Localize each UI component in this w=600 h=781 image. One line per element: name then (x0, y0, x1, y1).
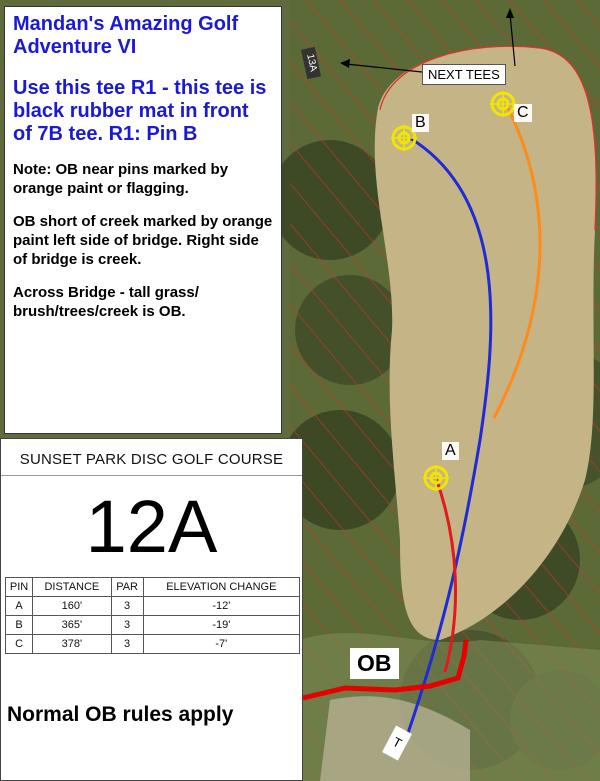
table-cell: 365' (33, 616, 111, 635)
column-header: PAR (111, 578, 143, 597)
ob-rules-note: Normal OB rules apply (7, 703, 234, 726)
column-header: PIN (6, 578, 33, 597)
table-cell: -19' (143, 616, 299, 635)
hole-stats-table (5, 577, 300, 654)
hole-card (0, 438, 303, 781)
ob-note-creek: OB short of creek marked by orange paint left side of bridge. Right side of bridge is creek. (13, 213, 273, 268)
hole-number: 12A (85, 485, 218, 568)
table-cell: A (6, 597, 33, 616)
event-title: Mandan's Amazing Golf Adventure VI (13, 13, 239, 58)
table-cell: C (6, 635, 33, 654)
column-header: ELEVATION CHANGE (143, 578, 299, 597)
tee-instruction: Use this tee R1 - this tee is black rubber mat in front of 7B tee. R1: Pin B (13, 77, 267, 145)
table-cell: 3 (111, 597, 143, 616)
ob-note-pins: Note: OB near pins marked by orange paint or flagging. (13, 161, 229, 197)
table-row (6, 635, 300, 654)
table-cell: 160' (33, 597, 111, 616)
pin-c-label: C (514, 104, 532, 122)
course-name: SUNSET PARK DISC GOLF COURSE (19, 451, 284, 468)
table-cell: B (6, 616, 33, 635)
next-hole-tag: 13A (301, 47, 321, 79)
table-cell: 378' (33, 635, 111, 654)
pin-a-label: A (442, 442, 459, 460)
table-cell: -7' (143, 635, 299, 654)
column-header: DISTANCE (33, 578, 111, 597)
table-header-row (6, 578, 300, 597)
next-tees-label: NEXT TEES (422, 64, 506, 85)
ob-label: OB (350, 648, 399, 679)
ob-note-bridge: Across Bridge - tall grass/ brush/trees/creek is OB. (13, 284, 199, 320)
table-cell: -12' (143, 597, 299, 616)
tee-label: T (382, 726, 412, 761)
pin-b-label: B (412, 114, 429, 132)
hole-info-panel (4, 6, 282, 434)
table-cell: 3 (111, 616, 143, 635)
table-row (6, 616, 300, 635)
divider (1, 475, 302, 476)
table-cell: 3 (111, 635, 143, 654)
table-row (6, 597, 300, 616)
